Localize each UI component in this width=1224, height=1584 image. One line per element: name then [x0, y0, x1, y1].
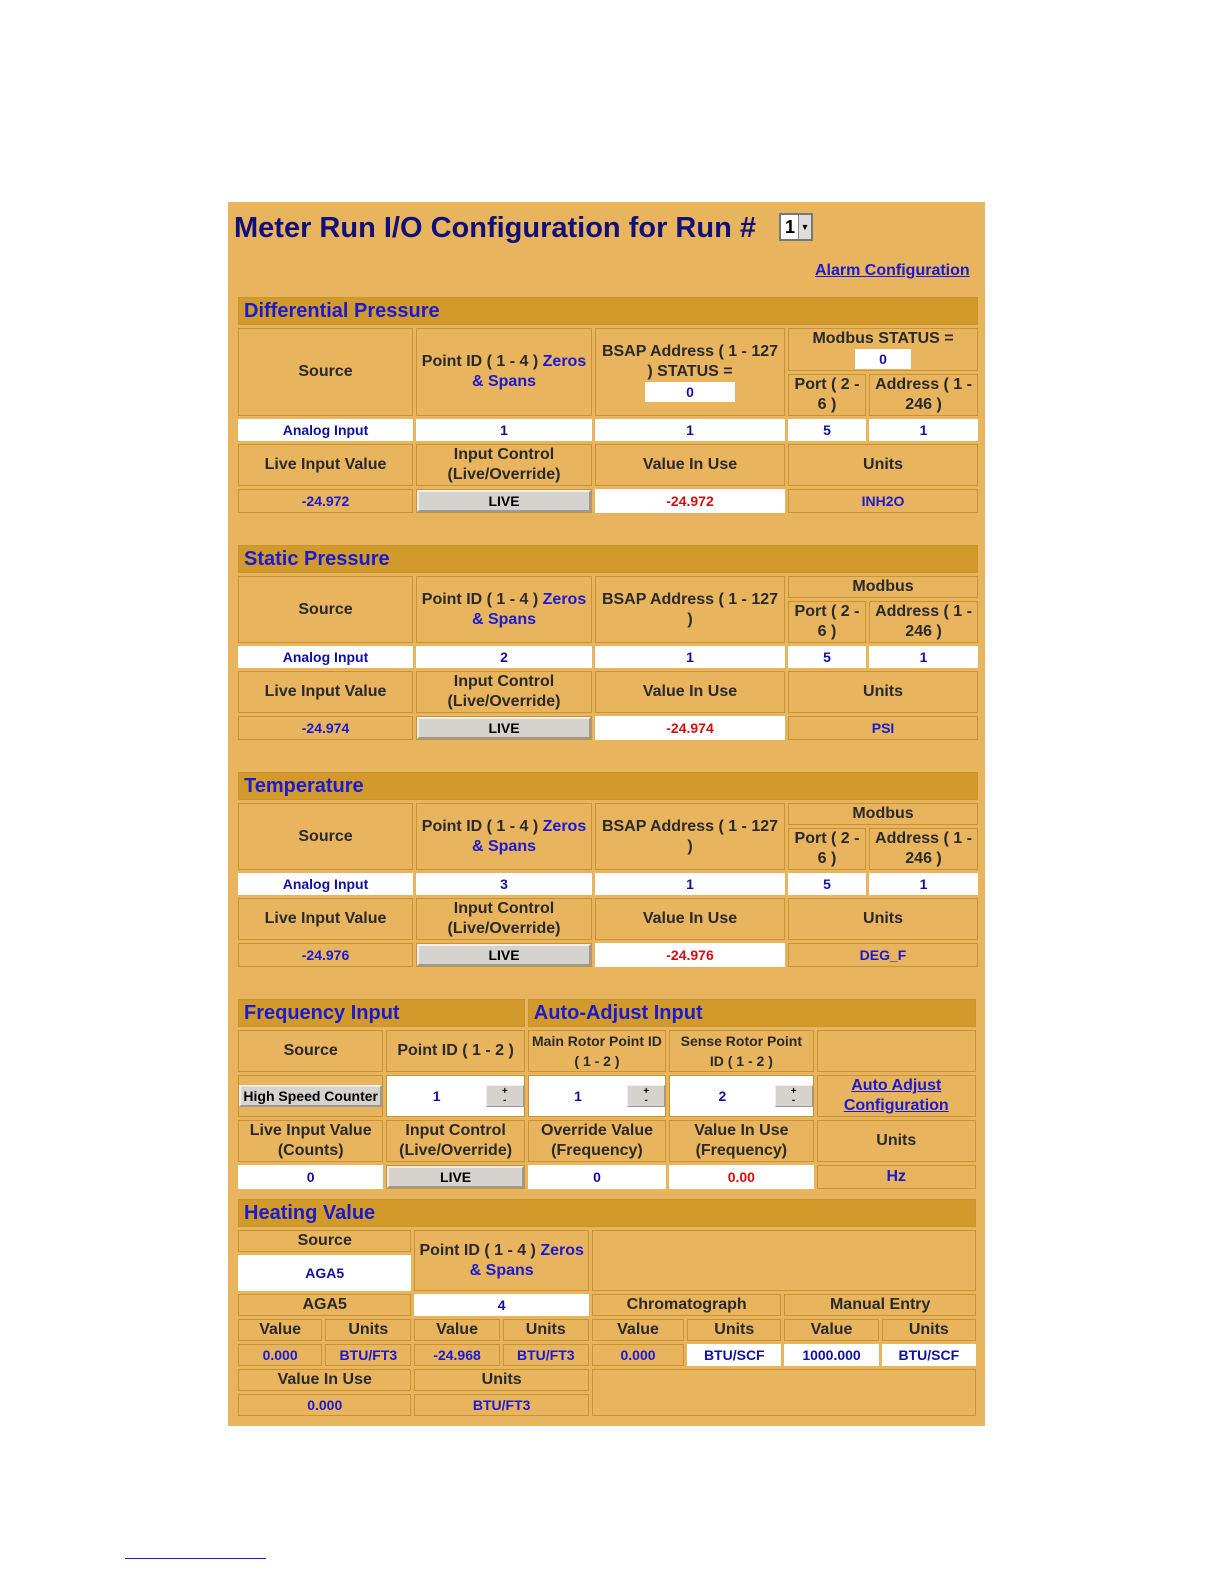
- chromatograph-header: Chromatograph: [592, 1294, 782, 1316]
- manual-units-field[interactable]: BTU/SCF: [882, 1344, 976, 1366]
- units-header: Units: [788, 898, 978, 940]
- port-field[interactable]: 5: [788, 873, 866, 895]
- live-override-button[interactable]: LIVE: [387, 1166, 523, 1188]
- input-control-header: Input Control (Live/Override): [386, 1120, 524, 1162]
- bsap-field[interactable]: 1: [595, 646, 785, 668]
- bsap-header: BSAP Address ( 1 - 127 ): [595, 803, 785, 870]
- zeros-link[interactable]: Zeros: [542, 817, 587, 835]
- section-title: Frequency Input: [238, 999, 525, 1027]
- input-control-header: Input Control (Live/Override): [416, 444, 592, 486]
- frequency-input-section: [235, 996, 979, 1192]
- point-value: -24.968: [414, 1344, 499, 1366]
- port-header: Port ( 2 - 6 ): [788, 374, 866, 416]
- units-value: DEG_F: [788, 943, 978, 967]
- units-value: Hz: [817, 1165, 976, 1189]
- value-in-use-field: 0.00: [669, 1165, 813, 1189]
- live-input-value: -24.974: [238, 716, 413, 740]
- units-header: Units: [882, 1319, 976, 1341]
- auto-adjust-title: Auto-Adjust Input: [528, 999, 976, 1027]
- differential-pressure-section: [235, 294, 979, 516]
- value-in-use-header: Value In Use: [595, 671, 785, 713]
- point-id-value: 1: [432, 1088, 441, 1104]
- point-id-field[interactable]: 4: [414, 1294, 588, 1316]
- modbus-header: Modbus: [788, 576, 978, 598]
- point-id-field[interactable]: 3: [416, 873, 592, 895]
- units-value: PSI: [788, 716, 978, 740]
- zeros-link[interactable]: Zeros: [542, 590, 587, 608]
- spans-link[interactable]: & Spans: [471, 610, 536, 628]
- source-field[interactable]: Analog Input: [238, 646, 413, 668]
- zeros-link[interactable]: Zeros: [540, 1241, 584, 1259]
- source-field[interactable]: Analog Input: [238, 873, 413, 895]
- sense-rotor-stepper[interactable]: [670, 1085, 812, 1107]
- spans-link[interactable]: & Spans: [471, 373, 536, 390]
- aga5-header: AGA5: [238, 1294, 411, 1316]
- value-in-use-field: -24.976: [595, 943, 785, 967]
- main-rotor-stepper[interactable]: [529, 1085, 665, 1107]
- address-header: Address ( 1 - 246 ): [869, 601, 978, 643]
- sense-rotor-value: 2: [718, 1088, 727, 1104]
- modbus-header: Modbus STATUS = 0: [788, 328, 978, 371]
- source-header: Source: [238, 1030, 383, 1072]
- source-header: Source: [238, 1230, 411, 1252]
- value-in-use-header: Value In Use: [595, 898, 785, 940]
- value-in-use-value: 0.000: [238, 1394, 411, 1416]
- units-header: Units: [788, 671, 978, 713]
- stepper-buttons[interactable]: + -: [486, 1085, 524, 1107]
- bsap-header: BSAP Address ( 1 - 127 ) STATUS = 0: [595, 328, 785, 416]
- live-input-header: Live Input Value: [238, 898, 413, 940]
- units-value: INH2O: [788, 489, 978, 513]
- chromatograph-value: 0.000: [592, 1344, 684, 1366]
- live-override-button[interactable]: LIVE: [417, 944, 591, 966]
- source-header: Source: [238, 576, 413, 643]
- sense-rotor-header: Sense Rotor Point ID ( 1 - 2 ): [669, 1030, 813, 1072]
- live-override-button[interactable]: LIVE: [417, 490, 591, 512]
- live-input-value: -24.976: [238, 943, 413, 967]
- point-id-field[interactable]: 1: [416, 419, 592, 441]
- point-units: BTU/FT3: [503, 1344, 589, 1366]
- port-header: Port ( 2 - 6 ): [788, 828, 866, 870]
- point-id-header: Point ID ( 1 - 4 ) Zeros & Spans: [416, 576, 592, 643]
- live-input-header: Live Input Value: [238, 671, 413, 713]
- spans-link[interactable]: & Spans: [469, 1261, 534, 1279]
- units-in-use-value: BTU/FT3: [414, 1394, 588, 1416]
- source-select[interactable]: High Speed Counter: [239, 1085, 382, 1107]
- value-in-use-header: Value In Use: [238, 1369, 411, 1391]
- source-field[interactable]: Analog Input: [238, 419, 413, 441]
- bsap-status-value: 0: [645, 382, 735, 402]
- address-field[interactable]: 1: [869, 419, 978, 441]
- point-id-field[interactable]: 2: [416, 646, 592, 668]
- value-in-use-field: -24.974: [595, 716, 785, 740]
- aga5-value: 0.000: [238, 1344, 322, 1366]
- point-id-header: Point ID ( 1 - 4 ) Zeros & Spans: [416, 328, 592, 416]
- run-number-value: 1: [785, 217, 796, 237]
- value-header: Value: [784, 1319, 878, 1341]
- heating-value-section: [235, 1196, 979, 1419]
- page-title: Meter Run I/O Configuration for Run #: [234, 212, 756, 244]
- modbus-status-value: 0: [855, 349, 911, 369]
- stepper-buttons[interactable]: + -: [775, 1085, 813, 1107]
- value-header: Value: [414, 1319, 499, 1341]
- bsap-field[interactable]: 1: [595, 419, 785, 441]
- input-control-header: Input Control (Live/Override): [416, 671, 592, 713]
- port-field[interactable]: 5: [788, 646, 866, 668]
- units-header: Units: [687, 1319, 781, 1341]
- value-in-use-header: Value In Use: [595, 444, 785, 486]
- live-override-button[interactable]: LIVE: [417, 717, 591, 739]
- chromatograph-units-field[interactable]: BTU/SCF: [687, 1344, 781, 1366]
- bsap-header: BSAP Address ( 1 - 127 ): [595, 576, 785, 643]
- section-title: Differential Pressure: [238, 297, 978, 325]
- address-field[interactable]: 1: [869, 646, 978, 668]
- footnote-separator: [125, 1558, 266, 1559]
- value-in-use-header: Value In Use (Frequency): [669, 1120, 813, 1162]
- modbus-header: Modbus: [788, 803, 978, 825]
- auto-adjust-configuration-link[interactable]: Auto Adjust Configuration: [843, 1077, 949, 1114]
- section-title: Heating Value: [238, 1199, 976, 1227]
- address-field[interactable]: 1: [869, 873, 978, 895]
- source-header: Source: [238, 328, 413, 416]
- units-header: Units: [817, 1120, 976, 1162]
- point-id-header: Point ID ( 1 - 4 ) Zeros & Spans: [414, 1230, 588, 1291]
- spans-link[interactable]: & Spans: [471, 837, 536, 855]
- config-panel: [228, 202, 985, 1426]
- bsap-field[interactable]: 1: [595, 873, 785, 895]
- run-number-select[interactable]: [779, 213, 813, 241]
- alarm-configuration-link[interactable]: Alarm Configuration: [815, 262, 970, 279]
- port-header: Port ( 2 - 6 ): [788, 601, 866, 643]
- manual-entry-header: Manual Entry: [784, 1294, 976, 1316]
- live-input-header: Live Input Value (Counts): [238, 1120, 383, 1162]
- stepper-buttons[interactable]: + -: [627, 1085, 665, 1107]
- live-input-value: -24.972: [238, 489, 413, 513]
- temperature-section: [235, 769, 979, 970]
- override-value-header: Override Value (Frequency): [528, 1120, 666, 1162]
- source-field[interactable]: AGA5: [238, 1255, 411, 1291]
- zeros-link[interactable]: Zeros: [542, 353, 587, 370]
- units-header: Units: [414, 1369, 588, 1391]
- point-id-stepper[interactable]: [387, 1085, 523, 1107]
- aga5-units: BTU/FT3: [325, 1344, 411, 1366]
- address-header: Address ( 1 - 246 ): [869, 374, 978, 416]
- units-header: Units: [325, 1319, 411, 1341]
- section-title: Static Pressure: [238, 545, 978, 573]
- static-pressure-section: [235, 542, 979, 743]
- units-header: Units: [788, 444, 978, 486]
- section-title: Temperature: [238, 772, 978, 800]
- source-header: Source: [238, 803, 413, 870]
- input-control-header: Input Control (Live/Override): [416, 898, 592, 940]
- address-header: Address ( 1 - 246 ): [869, 828, 978, 870]
- live-input-header: Live Input Value: [238, 444, 413, 486]
- value-header: Value: [592, 1319, 684, 1341]
- main-rotor-header: Main Rotor Point ID ( 1 - 2 ): [528, 1030, 666, 1072]
- live-input-value: 0: [238, 1165, 383, 1189]
- chevron-down-icon[interactable]: ▼: [798, 215, 811, 239]
- point-id-header: Point ID ( 1 - 2 ): [386, 1030, 524, 1072]
- override-value-field[interactable]: 0: [528, 1165, 666, 1189]
- manual-value-field[interactable]: 1000.000: [784, 1344, 878, 1366]
- main-rotor-value: 1: [574, 1088, 582, 1104]
- port-field[interactable]: 5: [788, 419, 866, 441]
- value-in-use-field: -24.972: [595, 489, 785, 513]
- units-header: Units: [503, 1319, 589, 1341]
- point-id-header: Point ID ( 1 - 4 ) Zeros & Spans: [416, 803, 592, 870]
- value-header: Value: [238, 1319, 322, 1341]
